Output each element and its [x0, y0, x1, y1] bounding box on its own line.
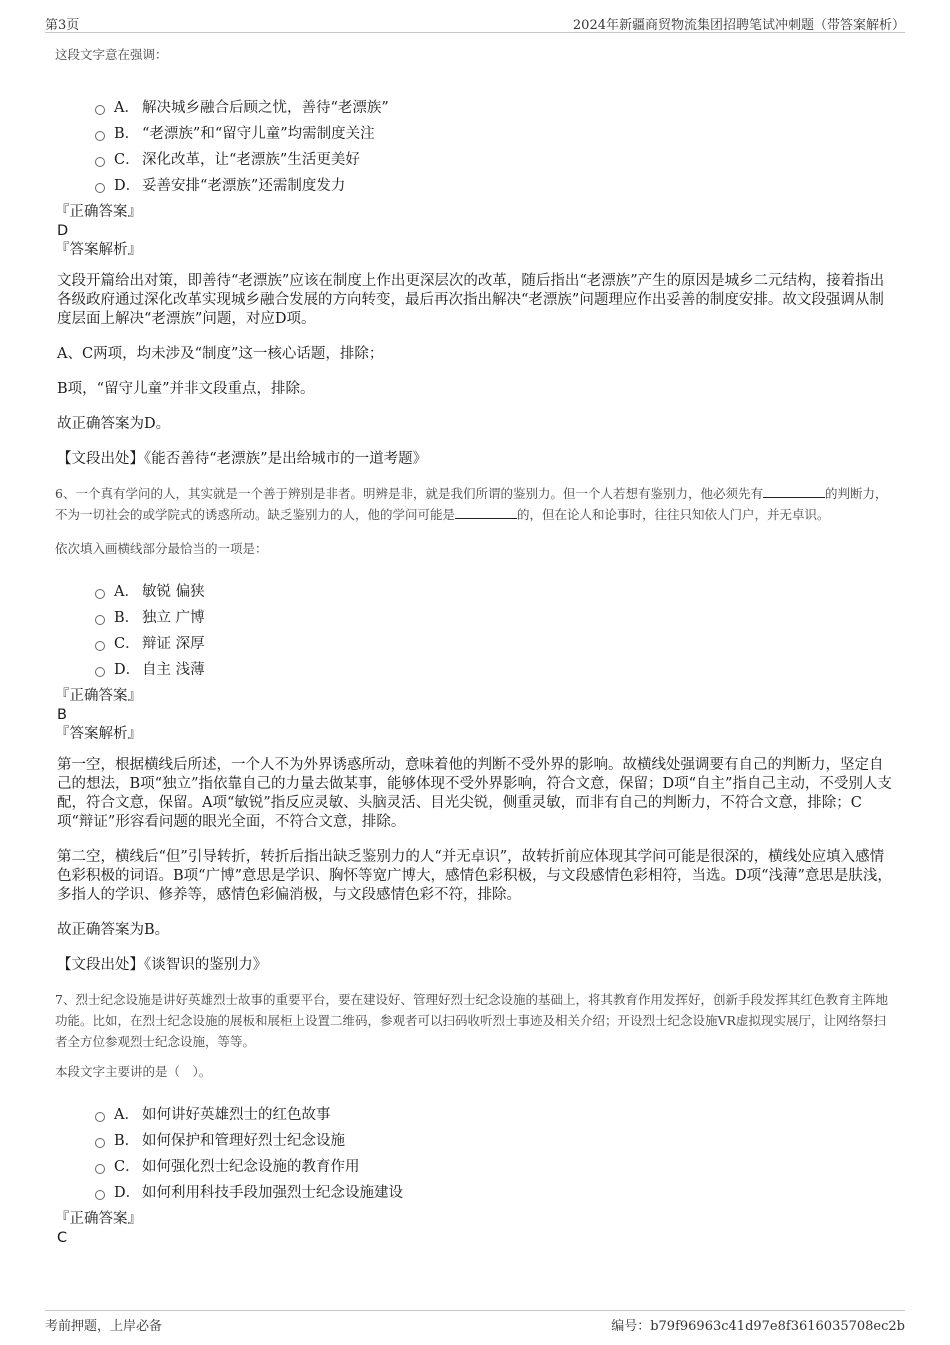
question-prompt: 这段文字意在强调：: [55, 47, 168, 62]
analysis-paragraph: A、C两项，均未涉及“制度”这一核心话题，排除；: [57, 346, 384, 362]
radio-icon[interactable]: [95, 1138, 105, 1148]
question-text: 7、烈士纪念设施是讲好英雄烈士故事的重要平台，要在建设好、管理好烈士纪念设施的基础上，将其教育作用发挥好，创新手段发挥其红色教育主阵地功能。比如，在烈士纪念设施的展板和展柜上设置二维码，参观者可以扫码收听烈士事迹及相关介绍；开设烈士纪念设施VR虚拟现实展厅，让网络祭扫者全方位参观烈士纪念设施，等等。: [55, 992, 888, 1049]
answer-value: B: [57, 707, 67, 723]
page-header: [45, 12, 905, 33]
option-a[interactable]: A． 敏锐 偏狭: [95, 579, 895, 605]
option-d[interactable]: D． 如何利用科技手段加强烈士纪念设施建设: [95, 1180, 895, 1206]
analysis-paragraph: 第二空，横线后“但”引导转折，转折后指出缺乏鉴别力的人“并无卓识”，故转折前应体现其学问可能是很深的，横线处应填入感情色彩积极的词语。B项“广博”意思是学识、胸怀等宽广博大，感情色彩积极，与文段感情色彩相符，当选。D项“浅薄”意思是肤浅，多指人的学识、修养等，感情色彩偏消极，与文段感情色彩不符，排除。: [57, 849, 892, 903]
analysis: [55, 272, 895, 434]
option-b[interactable]: B． 如何保护和管理好烈士纪念设施: [95, 1128, 895, 1154]
radio-icon[interactable]: [95, 157, 105, 167]
document-code: 编号：b79f96963c41d97e8f3616035708ec2b: [611, 1319, 905, 1334]
question-prompt: 依次填入画横线部分最恰当的一项是：: [55, 541, 268, 556]
analysis-paragraph: B项，“留守儿童”并非文段重点，排除。: [57, 381, 315, 397]
question-7: [55, 989, 895, 1248]
radio-icon[interactable]: [95, 131, 105, 141]
radio-icon[interactable]: [95, 667, 105, 677]
fill-blank: [763, 484, 825, 498]
option-d[interactable]: D． 自主 浅薄: [95, 657, 895, 683]
radio-icon[interactable]: [95, 589, 105, 599]
page-footer: [45, 1310, 905, 1335]
page-number: 第3页: [45, 18, 80, 33]
radio-icon[interactable]: [95, 1112, 105, 1122]
option-b[interactable]: B． “老漂族”和“留守儿童”均需制度关注: [95, 121, 895, 147]
footer-slogan: 考前押题，上岸必备: [45, 1319, 163, 1334]
question-text: 6、一个真有学问的人，其实就是一个善于辨别是非者。明辨是非，就是我们所谓的鉴别力。但一个人若想有鉴别力，他必须先有 的判断力，不为一切社会的或学院式的诱惑所动。缺乏鉴别力的人，他的学问可能是 的，但在论人和论事时，往往只知依人门户，并无卓识。: [55, 486, 888, 522]
radio-icon[interactable]: [95, 641, 105, 651]
question-6: [55, 483, 895, 975]
page-content: [55, 44, 895, 1248]
fill-blank: [455, 505, 517, 519]
document-title: 2024年新疆商贸物流集团招聘笔试冲刺题（带答案解析）: [572, 18, 905, 33]
question-prompt: 本段文字主要讲的是（ ）。: [55, 1064, 212, 1079]
answer-value: C: [57, 1230, 68, 1246]
options-list: [95, 95, 895, 199]
analysis-label: 『答案解析』: [55, 726, 142, 742]
analysis-label: 『答案解析』: [55, 242, 142, 258]
radio-icon[interactable]: [95, 1164, 105, 1174]
radio-icon[interactable]: [95, 615, 105, 625]
option-a[interactable]: A． 解决城乡融合后顾之忧，善待“老漂族”: [95, 95, 895, 121]
radio-icon[interactable]: [95, 183, 105, 193]
analysis-paragraph: 故正确答案为D。: [57, 416, 171, 432]
option-a[interactable]: A． 如何讲好英雄烈士的红色故事: [95, 1102, 895, 1128]
analysis-paragraph: 文段开篇给出对策，即善待“老漂族”应该在制度上作出更深层次的改革，随后指出“老漂族”产生的原因是城乡二元结构，接着指出各级政府通过深化改革实现城乡融合发展的方向转变，最后再次指出解决“老漂族”问题理应作出妥善的制度安排。故文段强调从制度层面上解决“老漂族”问题，对应D项。: [57, 273, 885, 327]
analysis-paragraph: 故正确答案为B。: [57, 922, 170, 938]
analysis: [55, 756, 895, 940]
option-c[interactable]: C． 辩证 深厚: [95, 631, 895, 657]
answer-label: 『正确答案』: [55, 204, 142, 220]
option-b[interactable]: B． 独立 广博: [95, 605, 895, 631]
options-list: [95, 579, 895, 683]
answer-value: D: [57, 223, 69, 239]
analysis-paragraph: 第一空，根据横线后所述，一个人不为外界诱惑所动，意味着他的判断不受外界的影响。故横线处强调要有自己的判断力，坚定自己的想法，B项“独立”指依靠自己的力量去做某事，能够体现不受外界影响，符合文意，保留；D项“自主”指自己主动，不受别人支配，符合文意，保留。A项“敏锐”指反应灵敏、头脑灵活、目光尖锐，侧重灵敏，而非有自己的判断力，不符合文意，排除；C项“辩证”形容看问题的眼光全面，不符合文意，排除。: [57, 757, 892, 830]
radio-icon[interactable]: [95, 105, 105, 115]
passage-source: 【文段出处】《能否善待“老漂族”是出给城市的一道考题》: [57, 451, 428, 467]
option-c[interactable]: C． 深化改革，让“老漂族”生活更美好: [95, 147, 895, 173]
passage-source: 【文段出处】《谈智识的鉴别力》: [57, 957, 268, 973]
option-c[interactable]: C． 如何强化烈士纪念设施的教育作用: [95, 1154, 895, 1180]
question-5: [55, 44, 895, 469]
options-list: [95, 1102, 895, 1206]
answer-label: 『正确答案』: [55, 688, 142, 704]
radio-icon[interactable]: [95, 1190, 105, 1200]
answer-label: 『正确答案』: [55, 1211, 142, 1227]
option-d[interactable]: D． 妥善安排“老漂族”还需制度发力: [95, 173, 895, 199]
